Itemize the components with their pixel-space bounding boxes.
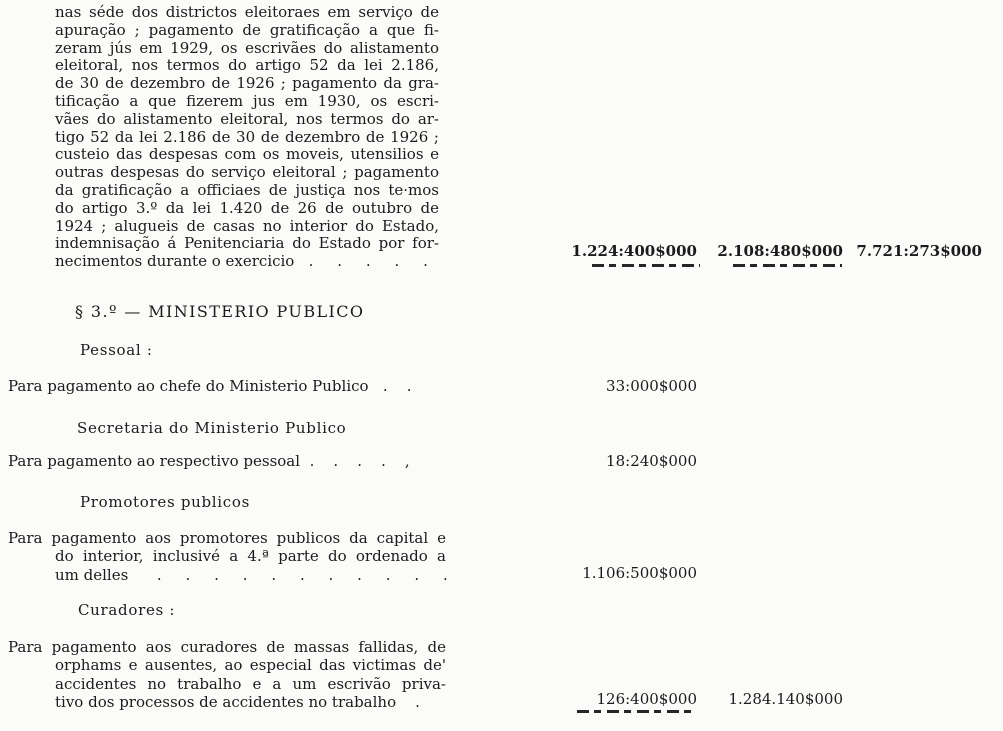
entry-promotores-amount: 1.106:500$000 [582,564,697,582]
paragraph-line: apuração ; pagamento de gratificação a que fi- [55,21,439,39]
paragraph-line: outras despesas do serviço eleitoral ; pagamento [55,164,439,182]
paragraph-last-line-with-leader-dots: necimentos durante o exercicio . . . . . [55,252,428,271]
subtotal-amount-col2: 2.108:480$000 [717,242,843,260]
entry-secretaria-amount: 18:240$000 [606,452,697,470]
curadores-heading: Curadores : [78,601,176,619]
pessoal-label: Pessoal : [80,341,153,359]
paragraph-line: eleitoral, nos termos do artigo 52 da lei 2.186, [55,57,439,75]
dashed-rule [733,264,842,267]
entry-curadores-amount-col2: 1.284.140$000 [728,690,843,708]
entry-chefe-amount: 33:000$000 [606,377,697,395]
total-amount-col3: 7.721:273$000 [856,242,982,260]
entry-curadores [8,638,446,712]
paragraph-line: do artigo 3.º da lei 1.420 de 26 de outubro de [55,199,439,217]
entry-line: do interior, inclusivé a 4.ª parte do ordenado a [55,547,446,566]
entry-line-with-leader-dots: tivo dos processos de accidentes no trabalho . [55,693,420,712]
section-heading: § 3.º — MINISTERIO PUBLICO [75,302,365,321]
entry-secretaria-line: Para pagamento ao respectivo pessoal . . . . , [8,452,410,470]
entry-line: accidentes no trabalho e a um escrivão priva- [55,674,446,693]
paragraph-line: de 30 de dezembro de 1926 ; pagamento da gra- [55,75,439,93]
paragraph-line: tificação a que fizerem jus em 1930, os escri- [55,92,439,110]
entry-curadores-amount-col1: 126:400$000 [596,690,697,708]
dashed-rule [592,264,700,267]
entry-line-with-leader-dots: um delles . . . . . . . . . . . [55,565,448,584]
paragraph-line: 1924 ; alugueis de casas no interior do Estado, [55,217,439,235]
paragraph-line: custeio das despesas com os moveis, utensilios e [55,146,439,164]
subtotal-amount-col1: 1.224:400$000 [571,242,697,260]
entry-chefe-line: Para pagamento ao chefe do Ministerio Publico . . [8,377,412,395]
entry-line: orphams e ausentes, ao especial das victimas de' [55,656,446,675]
paragraph-line: da gratificação a officiaes de justiça nos te·mos [55,181,439,199]
paragraph-line: zeram jús em 1929, os escrivães do alistamento [55,39,439,57]
promotores-heading: Promotores publicos [80,493,251,511]
paragraph-line: nas séde dos districtos eleitoraes em serviço de [55,4,439,21]
paragraph-line: tigo 52 da lei 2.186 de 30 de dezembro de 1926 ; [55,128,439,146]
entry-line: Para pagamento aos promotores publicos da capital e [8,529,446,547]
entry-line: Para pagamento aos curadores de massas fallidas, de [8,638,446,656]
paragraph-line: indemnisação á Penitenciaria do Estado por for- [55,235,439,253]
dashed-rule [577,710,697,713]
paragraph-line: vães do alistamento eleitoral, nos termos do ar- [55,110,439,128]
secretaria-heading: Secretaria do Ministerio Publico [77,419,347,437]
entry-promotores [8,529,446,584]
continuation-paragraph [55,4,439,271]
